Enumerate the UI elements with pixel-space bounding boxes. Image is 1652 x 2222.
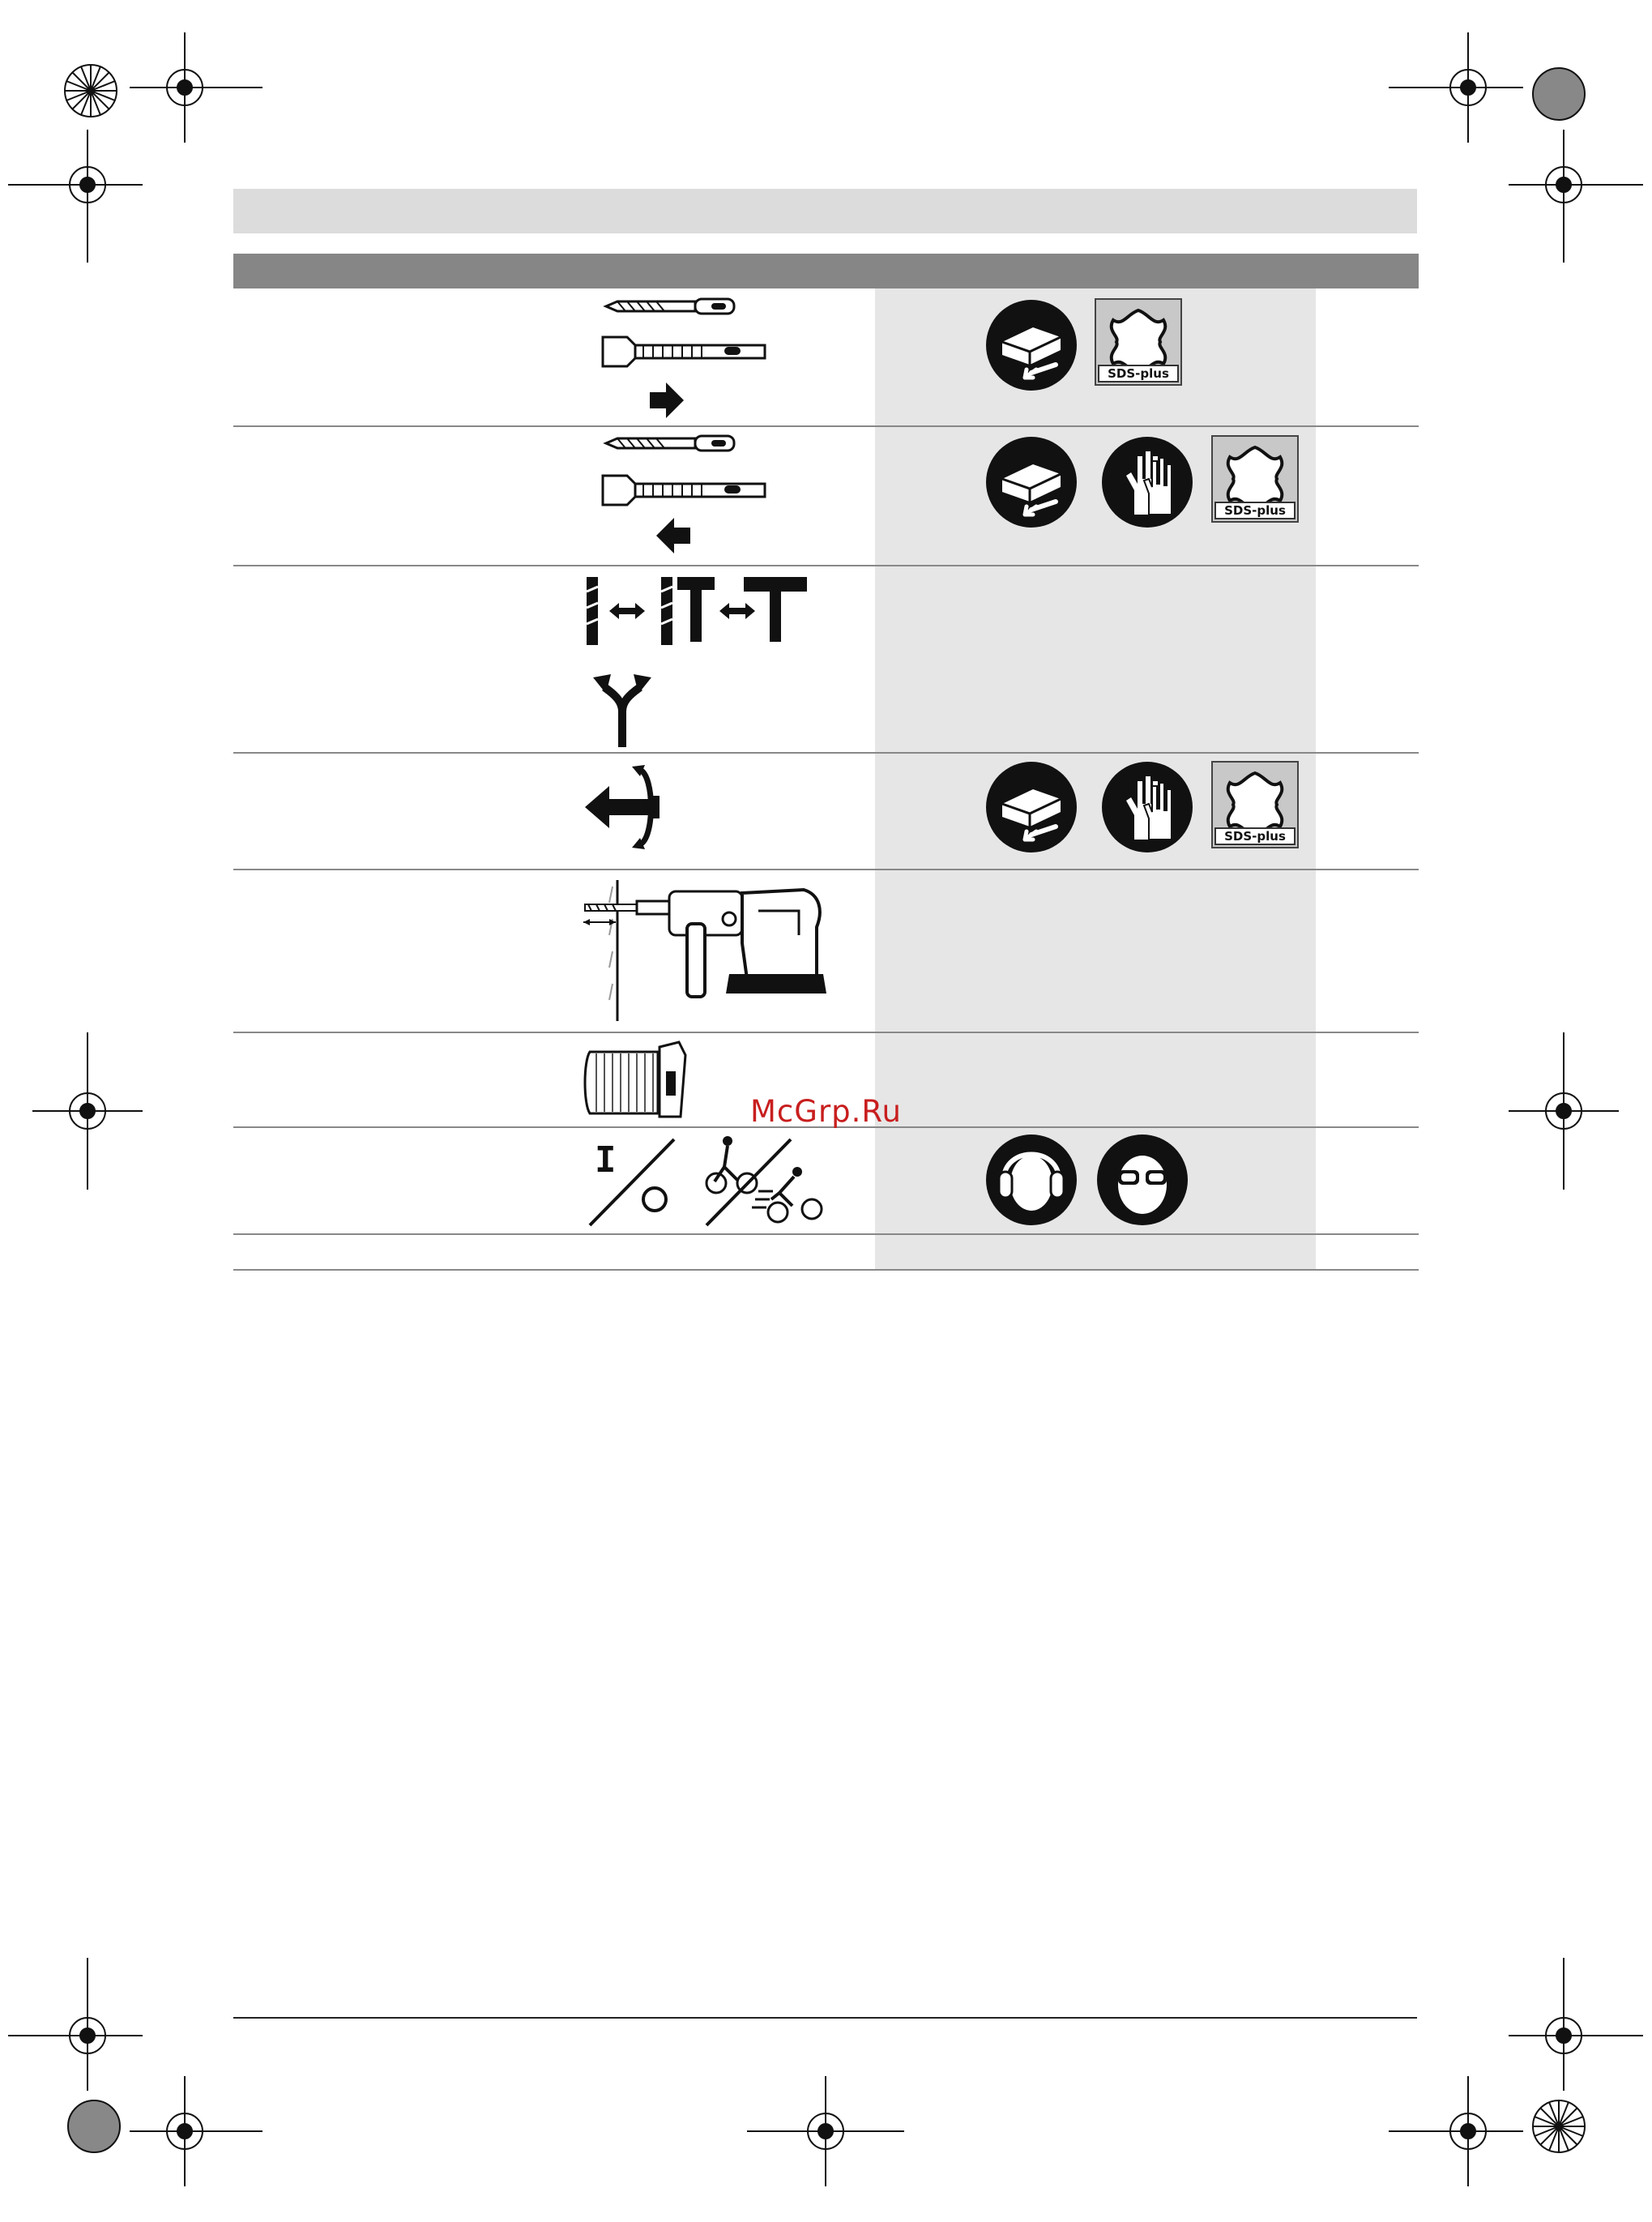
switch-on-glyph: I bbox=[595, 1139, 617, 1181]
watermark: McGrp.Ru bbox=[750, 1094, 902, 1129]
sds-plus-label: SDS-plus bbox=[1224, 829, 1286, 844]
sds-plus-label: SDS-plus bbox=[1224, 503, 1286, 518]
sds-plus-label: SDS-plus bbox=[1108, 366, 1169, 381]
